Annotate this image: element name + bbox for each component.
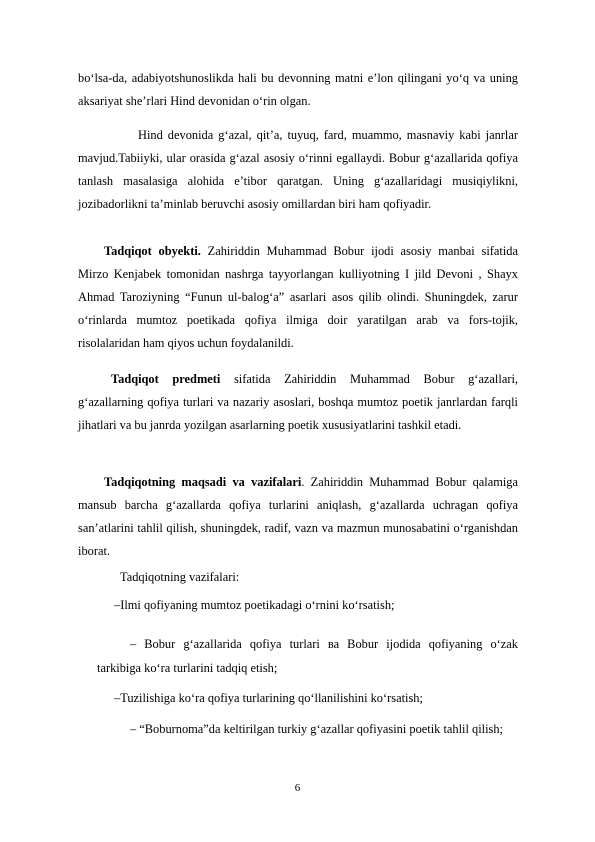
task-item-4 <box>97 717 518 741</box>
task-item-2 <box>97 632 518 680</box>
task-item-4-text: – “Boburnoma”da keltirilgan turkiy g‘azallar qofiyasini poetik tahlil qilish; <box>130 722 504 736</box>
paragraph-intro-text: bo‘lsa-da, adabiyotshunoslikda hali bu devonning matni e’lon qilingani yo‘q va uning aksariyat she’rlari Hind devonidan o‘rin olgan. <box>78 71 518 108</box>
paragraph-research-goal <box>78 471 518 563</box>
task-item-3: –Tuzilishiga ko‘ra qofiya turlarining qo‘llanilishini ko‘rsatish; <box>114 691 423 705</box>
paragraph-research-subject <box>78 368 518 437</box>
research-goal-text: . Zahiriddin Muhammad Bobur qalamiga mansub barcha g‘azallarda qofiya turlarini aniqlash, g‘azallarda uchragan qofiya san’atlarini tahlil qilish, shuningdek, radif, vazn va mazmun munosabatini o‘rganishdan iborat. <box>78 475 519 558</box>
paragraph-research-object <box>78 240 518 355</box>
research-subject-text: sifatida Zahiriddin Muhammad Bobur g‘azallari, g‘azallarning qofiya turlari va nazariy asoslari, boshqa mumtoz poetik janrlardan farqli jihatlari va bu janrda yozilgan asarlarning poetik xususiyatlarini tashkil etadi. <box>78 372 518 432</box>
page-number: 6 <box>294 782 301 794</box>
research-goal-label: Tadqiqotning maqsadi va vazifalari <box>104 475 302 489</box>
paragraph-intro <box>78 67 518 113</box>
paragraph-hind-devon <box>78 124 518 216</box>
task-item-1: –Ilmi qofiyaning mumtoz poetikadagi o‘rnini ko‘rsatish; <box>114 598 395 612</box>
research-object-text: Zahiriddin Muhammad Bobur ijodi asosiy manbai sifatida Mirzo Kenjabek tomonidan nashrga tayyorlangan kulliyotning I jild Devoni , Shayx Ahmad Taroziyning “Funun ul-balog‘a” asarlari asos qilib olindi. Shuningdek, zarur o‘rinlarda mumtoz poetikada qofiya ilmiga doir yaratilgan arab va fors-tojik, risolalaridan ham qiyos uchun foydalanildi. <box>78 244 518 350</box>
research-subject-label: Tadqiqot predmeti <box>111 372 221 386</box>
research-object-label: Tadqiqot obyekti. <box>104 244 201 258</box>
paragraph-hind-devon-text: Hind devonida g‘azal, qit’a, tuyuq, fard, muammo, masnaviy kabi janrlar mavjud.Tabiiyki, ular orasida g‘azal asosiy o‘rinni egallaydi. Bobur g‘azallarida qofiya tanlash masalasiga alohida e’tibor qaratgan. Uning g‘azallaridagi musiqiylikni, jozibadorlikni ta’minlab beruvchi asosiy omillardan biri ham qofiyadir. <box>78 128 518 211</box>
task-item-2-text: – Bobur g‘azallarida qofiya turlari ва Bobur ijodida qofiyaning o‘zak tarkibiga ko‘ra turlarini tadqiq etish; <box>97 637 518 675</box>
tasks-heading: Tadqiqotning vazifalari: <box>120 570 240 584</box>
